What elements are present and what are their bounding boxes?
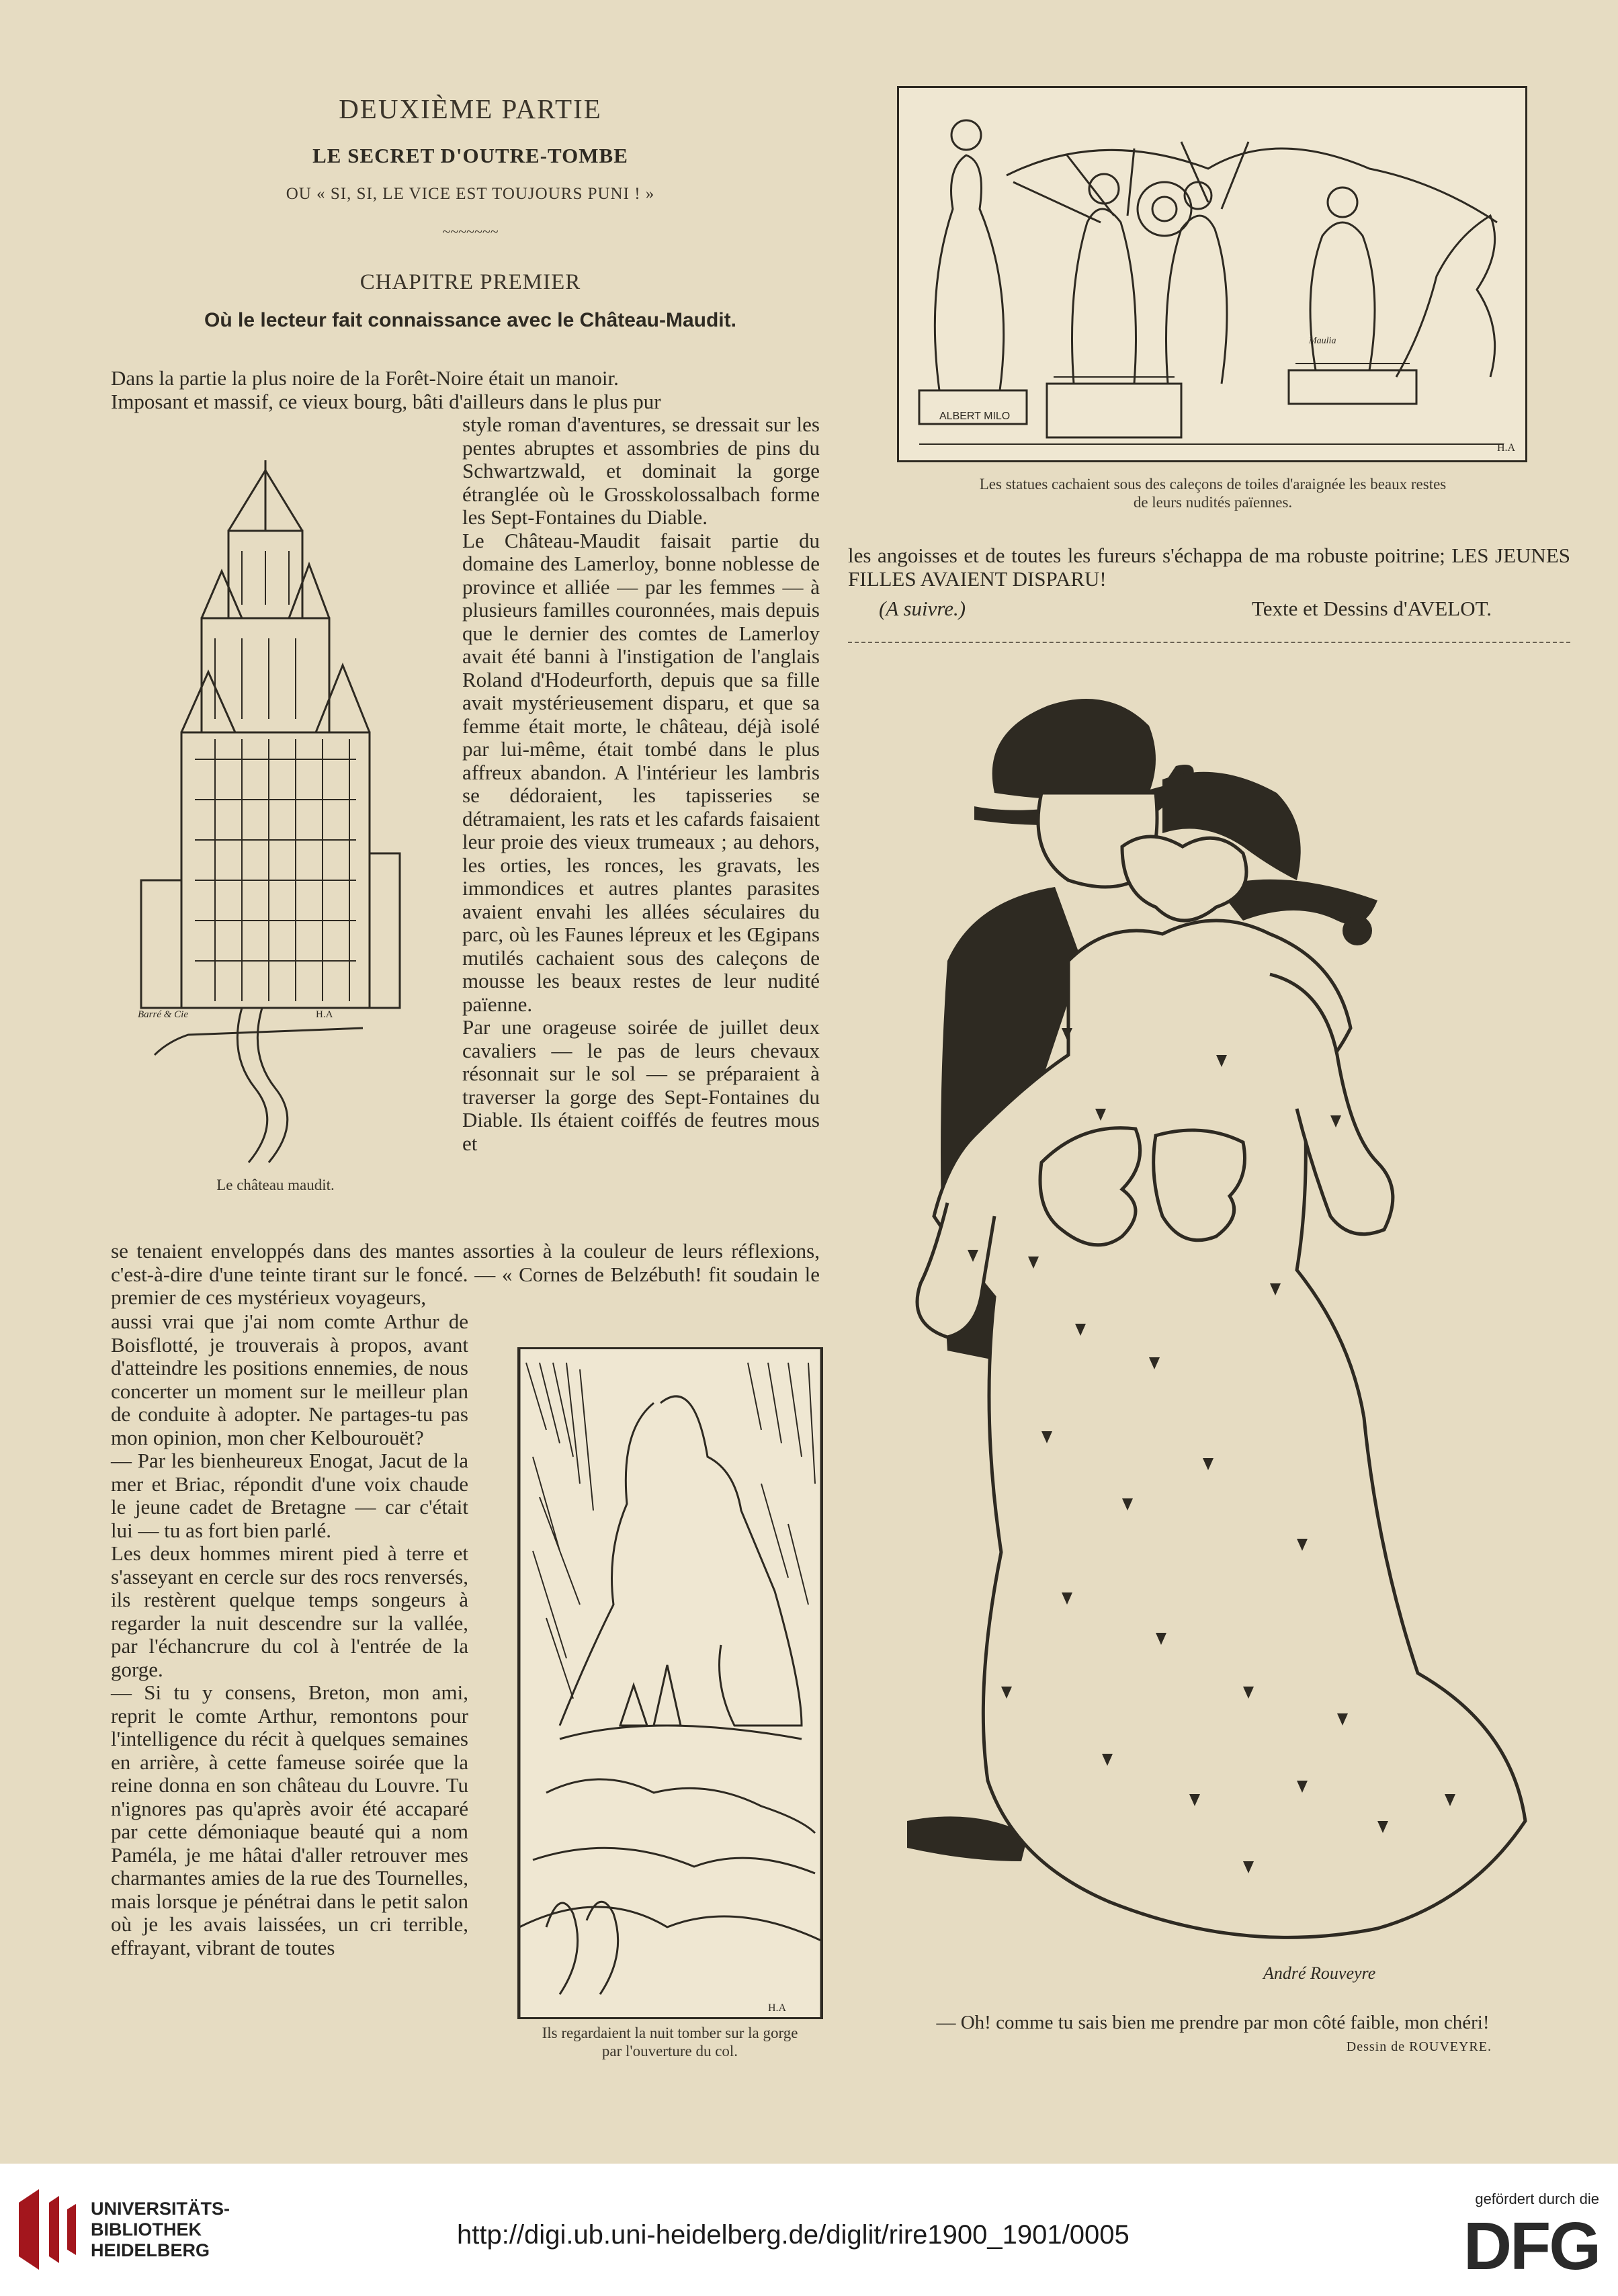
- text-credit: Texte et Dessins d'AVELOT.: [1252, 597, 1492, 620]
- chapter-heading: Où le lecteur fait connaissance avec le Château-Maudit.: [204, 309, 736, 331]
- paragraph-narrow-1: style roman d'aventures, se dressait sur les pentes abruptes et assombries de pins du Schwartzwald, et dominait la gorge étranglée où le Grosskolossalbach forme les Sept-Fontaines du Diable. Le Château-Maudit faisait partie du domaine des Lamerloy, bonne noblesse de province et alliée — par les femmes — à plusieurs familles couronnées, mais depuis que le dernier des comtes de Lamerloy avait été banni à l'instigation de l'anglais Roland d'Hodeurforth, depuis que sa fille avait mystérieusement disparu, et que sa femme était morte, le château, déjà isolé par lui-même, était tombé dans le plus affreux abandon. A l'intérieur les lambris se dédoraient, les tapisseries se détramaient, les rats et les cafards faisaient leur proie des vieux trumeaux ; au dehors, les orties, les ronces, les gravats, les immondices et autres plantes parasites avaient envahi les allées séculaires du parc, où les Faunes lépreux et les Œgipans mutilés cachaient sous des caleçons de mousse les beaux restes de leur nudité païenne. Par une orageuse soirée de juillet deux cavaliers — le pas de leurs chevaux résonnait sur le sol — se préparaient à traverser la gorge des Sept-Fontaines du Diable. Ils étaient coiffés de feutres mous et: [462, 413, 820, 1155]
- statues-illustration: [897, 86, 1527, 462]
- article-subtitle-2: OU « SI, SI, LE VICE EST TOUJOURS PUNI ! »: [286, 185, 655, 203]
- chapter-title: CHAPITRE PREMIER: [359, 270, 581, 294]
- castle-illustration: [128, 450, 403, 1183]
- source-url-link[interactable]: http://digi.ub.uni-heidelberg.de/diglit/rire1900_1901/0005: [457, 2220, 1130, 2250]
- ornament-divider: ~~~~~~~: [442, 223, 499, 240]
- paragraph-full-2: se tenaient enveloppés dans des mantes assorties à la couleur de leurs réflexions, c'est-à-dire d'une teinte tirant sur le foncé. — « Cornes de Belzébuth! fit soudain le premier de ces mystérieux voyageurs,: [111, 1239, 820, 1309]
- statue-pedestal-label-a: ALBERT MILO: [939, 411, 1011, 422]
- library-name-line-2: BIBLIOTHEK: [91, 2219, 202, 2240]
- caption-statues: Les statues cachaient sous des caleçons de toiles d'araignée les beaux restes de leurs nudités païennes.: [979, 476, 1447, 511]
- article-subtitle: LE SECRET D'OUTRE-TOMBE: [312, 144, 628, 167]
- dfg-logo: DFG: [1463, 2209, 1599, 2284]
- gorge-illustration: [517, 1347, 823, 2019]
- castle-mark: H.A: [316, 1009, 333, 1020]
- part-title: DEUXIÈME PARTIE: [339, 93, 602, 124]
- couple-credit: Dessin de ROUVEYRE.: [1346, 2039, 1492, 2054]
- caption-gorge: Ils regardaient la nuit tomber sur la gorge par l'ouverture du col.: [542, 2025, 798, 2059]
- paragraph-intro: Dans la partie la plus noire de la Forêt-Noire était un manoir. Imposant et massif, ce vieux bourg, bâti d'ailleurs dans le plus pur: [111, 366, 661, 413]
- caption-couple: — Oh! comme tu sais bien me prendre par mon côté faible, mon chéri!: [936, 2012, 1490, 2033]
- couple-signature: André Rouveyre: [1263, 1963, 1376, 1983]
- couple-illustration: [867, 679, 1545, 1996]
- paragraph-right: les angoisses et de toutes les fureurs s'échappa de ma robuste poitrine; LES JEUNES FILLES AVAIENT DISPARU!: [848, 544, 1570, 591]
- castle-signature: Barré & Cie: [138, 1009, 188, 1020]
- column-divider: [848, 642, 1570, 643]
- footer-bar: [0, 2164, 1618, 2296]
- library-name-line-3: HEIDELBERG: [91, 2240, 210, 2260]
- caption-castle: Le château maudit.: [216, 1177, 335, 1193]
- library-name-line-1: UNIVERSITÄTS-: [91, 2199, 230, 2219]
- statues-mark: H.A: [1497, 442, 1516, 454]
- gorge-mark: H.A: [768, 2002, 787, 2014]
- funding-note: gefördert durch die: [1475, 2191, 1599, 2207]
- library-logo-icon: [19, 2189, 79, 2270]
- to-be-continued: (A suivre.): [879, 597, 966, 620]
- paragraph-narrow-2: aussi vrai que j'ai nom comte Arthur de Boisflotté, je trouverais à propos, avant d'atteindre les positions ennemies, de nous concerter un moment sur le meilleur plan de conduite à adopter. Ne partages-tu pas mon opinion, mon cher Kelbourouët? — Par les bienheureux Enogat, Jacut de la mer et Briac, répondit d'une voix chaude le jeune cadet de Bretagne — car c'était lui — tu as fort bien parlé. Les deux hommes mirent pied à terre et s'asseyant en cercle sur des rocs renversés, ils restèrent quelque temps songeurs à regarder la nuit descendre sur la vallée, par l'échancrure du col à l'entrée de la gorge. — Si tu y consens, Breton, mon ami, reprit le comte Arthur, remontons pour l'intelligence du récit à quelques semaines en arrière, à cette fameuse soirée que la reine donna en son château du Louvre. Tu n'ignores pas qu'après avoir été accaparé par cette démoniaque beauté qui a nom Paméla, je me hâtai d'aller retrouver mes charmantes amies de la rue des Tournelles, mais lorsque je pénétrai dans le petit salon où je les avais laissées, un cri terrible, effrayant, vibrant de toutes: [111, 1310, 468, 1959]
- statue-pedestal-label-b: Maulia: [1309, 336, 1336, 346]
